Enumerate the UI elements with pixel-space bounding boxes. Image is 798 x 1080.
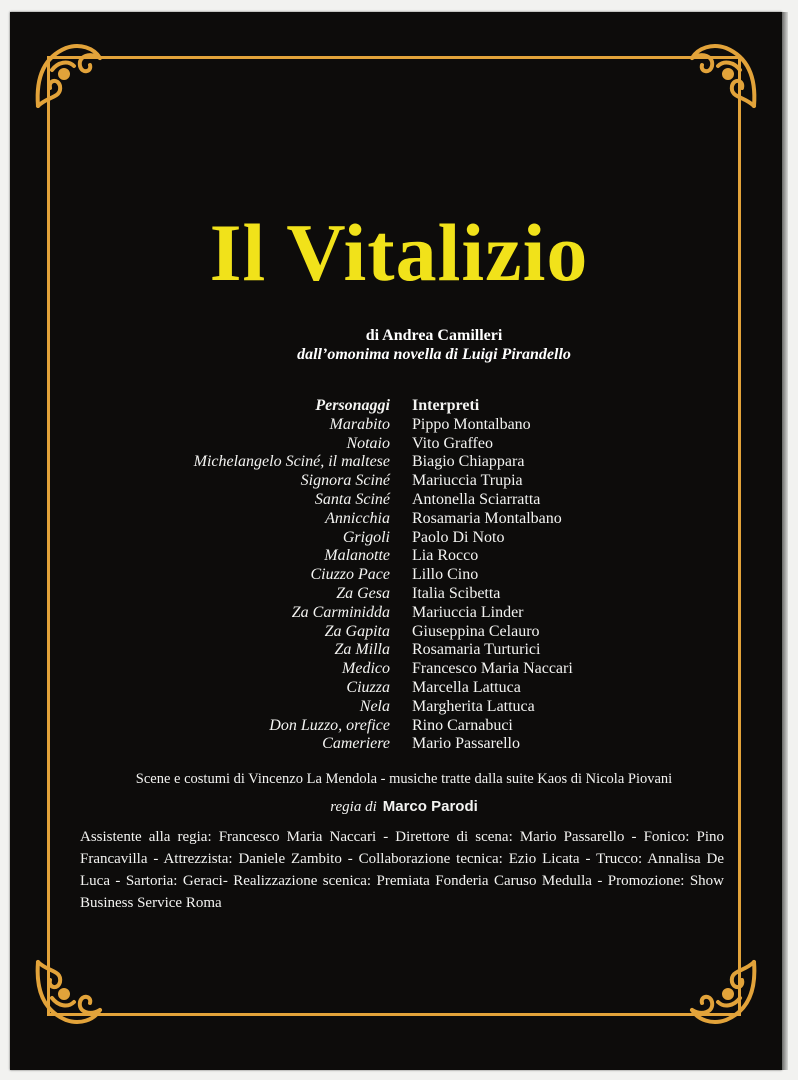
cast-role: Notaio — [346, 434, 390, 452]
corner-ornament-icon — [28, 952, 108, 1032]
cast-row — [0, 623, 798, 642]
cast-actor: Rosamaria Montalbano — [412, 509, 562, 527]
cast-role: Cameriere — [322, 735, 390, 753]
cast-row — [0, 472, 798, 491]
cast-row — [0, 435, 798, 454]
cast-actor: Vito Graffeo — [412, 434, 493, 452]
cast-role: Signora Sciné — [300, 472, 390, 490]
cast-actor: Mariuccia Trupia — [412, 472, 523, 490]
cast-actor: Mario Passarello — [412, 735, 520, 753]
cast-role: Santa Sciné — [314, 490, 390, 508]
source-line: dall’omonima novella di Luigi Pirandello — [297, 346, 571, 363]
corner-ornament-icon — [684, 952, 764, 1032]
cast-row — [0, 453, 798, 472]
cast-actor: Francesco Maria Naccari — [412, 660, 573, 678]
cast-role: Medico — [342, 660, 390, 678]
author-line: di Andrea Camilleri — [365, 327, 503, 344]
page-title: Il Vitalizio — [209, 207, 589, 298]
staff-credits: Assistente alla regia: Francesco Maria Naccari - Direttore di scena: Mario Passarello - Fonico: Pino Francavilla - Attrezzista: Daniele Zambito - Collaborazione tecnica: Ezio Licata - Trucco: Annalisa De Luca - Sartoria: Geraci- Realizzazione scenica: Premiata Fonderia Caruso Medulla - Promozione: Show Business Service Roma — [80, 829, 724, 911]
cast-row — [0, 679, 798, 698]
scenography-music-credits: Scene e costumi di Vincenzo La Mendola - musiche tratte dalla suite Kaos di Nicola Piovani — [135, 771, 673, 787]
cast-role: Za Gapita — [324, 622, 390, 640]
cast-role: Michelangelo Sciné, il maltese — [193, 453, 390, 471]
cast-actor: Margherita Lattuca — [412, 697, 535, 715]
cast-row — [0, 604, 798, 623]
cast-header — [0, 397, 798, 416]
cast-role: Za Carminidda — [291, 603, 390, 621]
director-label: regia di — [330, 799, 377, 815]
cast-list — [0, 397, 798, 754]
cast-header-actor: Interpreti — [412, 397, 480, 414]
corner-ornament-icon — [28, 36, 108, 116]
cast-role: Malanotte — [324, 547, 390, 565]
cast-actor: Lillo Cino — [412, 566, 479, 584]
cast-actor: Giuseppina Celauro — [412, 622, 540, 640]
cast-row — [0, 641, 798, 660]
cast-actor: Rino Carnabuci — [412, 716, 513, 734]
cast-role: Nela — [359, 697, 390, 715]
cast-actor: Paolo Di Noto — [412, 528, 505, 546]
cast-row — [0, 735, 798, 754]
cast-role: Marabito — [329, 415, 390, 433]
cast-role: Don Luzzo, orefice — [269, 716, 390, 734]
cast-row — [0, 510, 798, 529]
cast-row — [0, 660, 798, 679]
cast-role: Grigoli — [342, 528, 390, 546]
cast-actor: Mariuccia Linder — [412, 603, 524, 621]
cast-row — [0, 566, 798, 585]
cast-row — [0, 717, 798, 736]
cast-row — [0, 529, 798, 548]
cast-role: Za Milla — [334, 641, 390, 659]
cast-header-role: Personaggi — [315, 397, 390, 414]
cast-row — [0, 585, 798, 604]
cast-row — [0, 491, 798, 510]
cast-actor: Rosamaria Turturici — [412, 641, 541, 659]
cast-row — [0, 698, 798, 717]
cast-actor: Biagio Chiappara — [412, 453, 525, 471]
cast-row — [0, 416, 798, 435]
cast-actor: Pippo Montalbano — [412, 415, 531, 433]
cast-actor: Italia Scibetta — [412, 584, 501, 602]
corner-ornament-icon — [684, 36, 764, 116]
director-credit — [0, 798, 798, 816]
cast-row — [0, 547, 798, 566]
cast-role: Ciuzza — [346, 678, 390, 696]
cast-actor: Marcella Lattuca — [412, 678, 521, 696]
cast-role: Za Gesa — [336, 584, 390, 602]
cast-role: Annicchia — [325, 509, 390, 527]
cast-role: Ciuzzo Pace — [310, 566, 390, 584]
director-name: Marco Parodi — [382, 798, 478, 815]
cast-actor: Lia Rocco — [412, 547, 479, 565]
cast-actor: Antonella Sciarratta — [412, 490, 541, 508]
